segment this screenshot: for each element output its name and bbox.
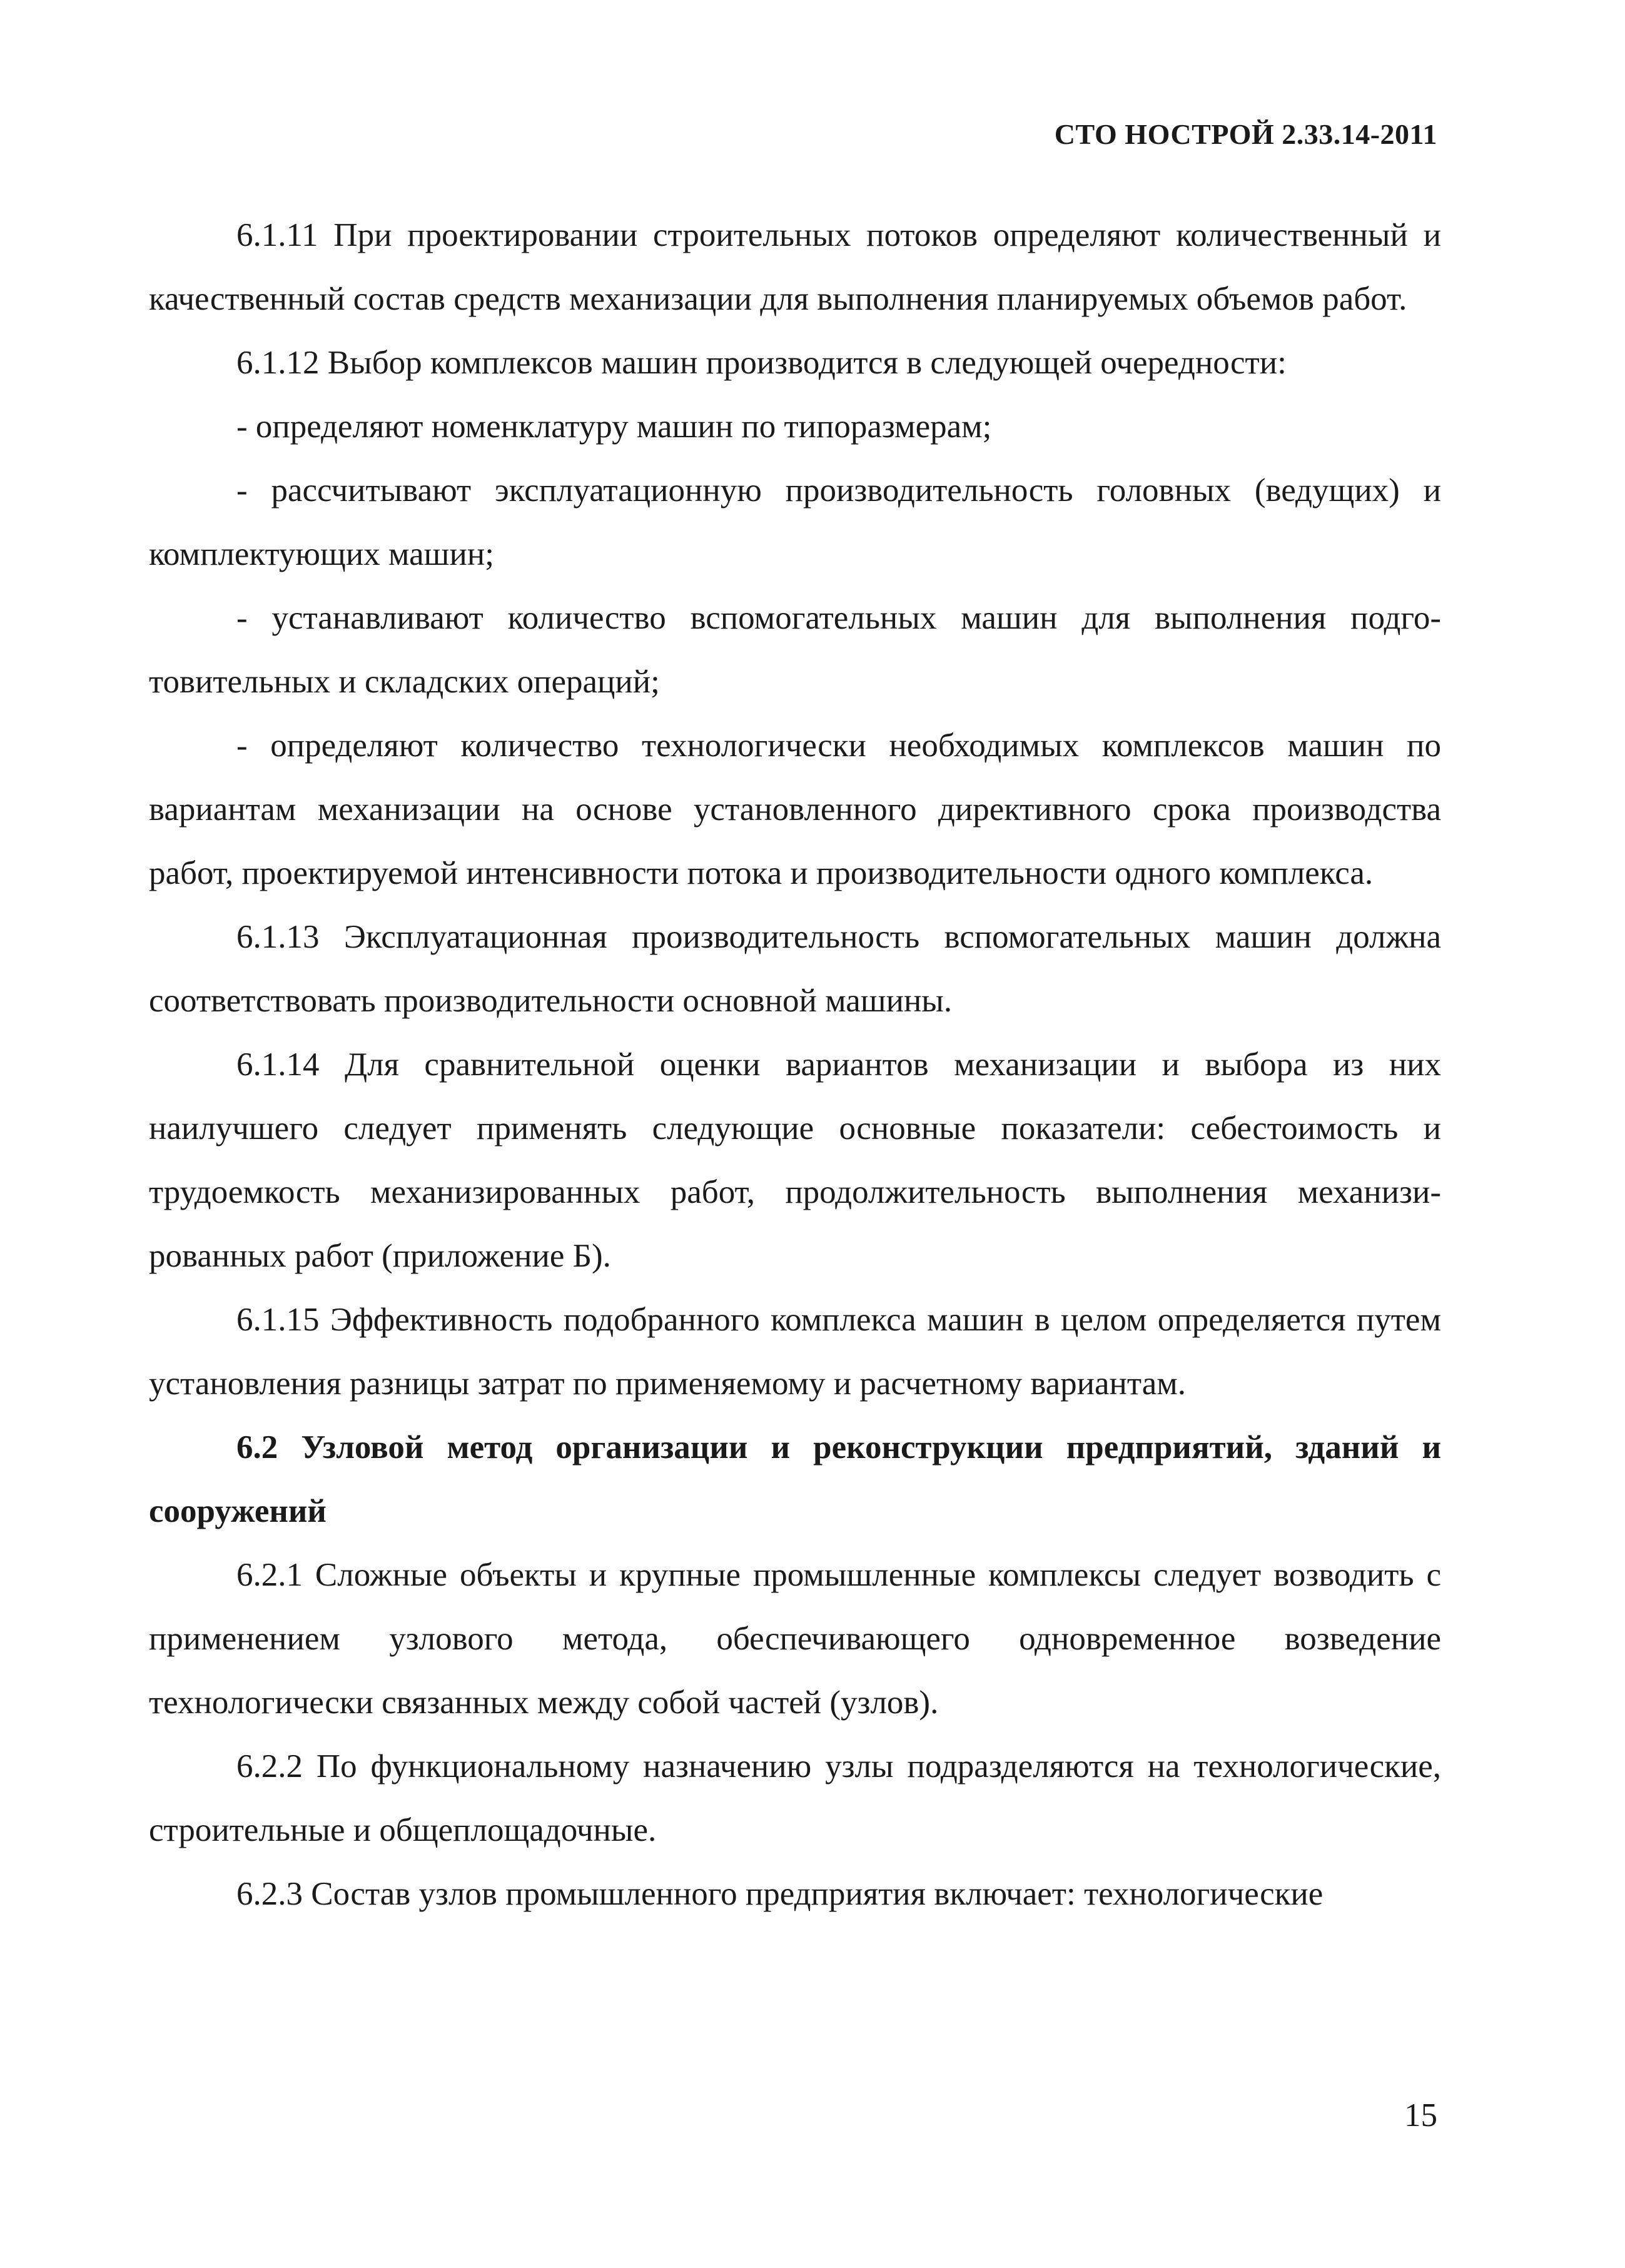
paragraph-6-1-11: 6.1.11 При проектировании строительных потоков определяют количественный и качественный состав средств механизации для выполнения планируемых объемов работ. (149, 217, 1441, 317)
list-item-nomenclature: - определяют номенклатуру машин по типоразмерам; (236, 408, 992, 445)
page-body (149, 203, 1441, 1926)
list-item-productivity: - рассчитывают эксплуатационную производительность головных (ведущих) и комплектующих машин; (149, 472, 1441, 572)
paragraph-6-1-15: 6.1.15 Эффективность подобранного комплекса машин в целом определяется путем установления разницы затрат по применяемому и расчетному вариантам. (149, 1302, 1441, 1402)
paragraph-6-2-1: 6.2.1 Сложные объекты и крупные промышленные комплексы следует возводить с применением узлового метода, обеспечивающего одновременное возведение технологически связанных между собой частей (узлов). (149, 1557, 1441, 1721)
list-item-complexes-count: - определяют количество технологически необходимых комплексов машин по вариантам механизации на основе установленного директивного срока производства работ, проектируемой интенсивности потока и производительности одного комплекса. (149, 727, 1441, 891)
paragraph-6-2-2: 6.2.2 По функциональному назначению узлы подразделяются на технологические, строительные и общеплощадочные. (149, 1748, 1441, 1848)
document-code-header: СТО НОСТРОЙ 2.33.14-2011 (1054, 118, 1437, 150)
page-number: 15 (1404, 2097, 1437, 2134)
paragraph-6-2-3: 6.2.3 Состав узлов промышленного предприятия включает: технологические (236, 1876, 1324, 1912)
paragraph-6-1-12: 6.1.12 Выбор комплексов машин производится в следующей очередности: (236, 345, 1287, 381)
section-heading-6-2: 6.2 Узловой метод организации и реконструкции предприятий, зданий и сооружений (149, 1429, 1441, 1529)
paragraph-6-1-14: 6.1.14 Для сравнительной оценки вариантов механизации и выбора из них наилучшего следует применять следующие основные показатели: себестоимость и трудоемкость механизированных работ, продолжительность выполнения механизированных работ (приложение Б). (149, 1046, 1441, 1274)
paragraph-6-1-13: 6.1.13 Эксплуатационная производительность вспомогательных машин должна соответствовать производительности основной машины. (149, 919, 1441, 1019)
list-item-auxiliary-machines: - устанавливают количество вспомогательных машин для выполнения подготовительных и складских операций; (149, 600, 1441, 700)
